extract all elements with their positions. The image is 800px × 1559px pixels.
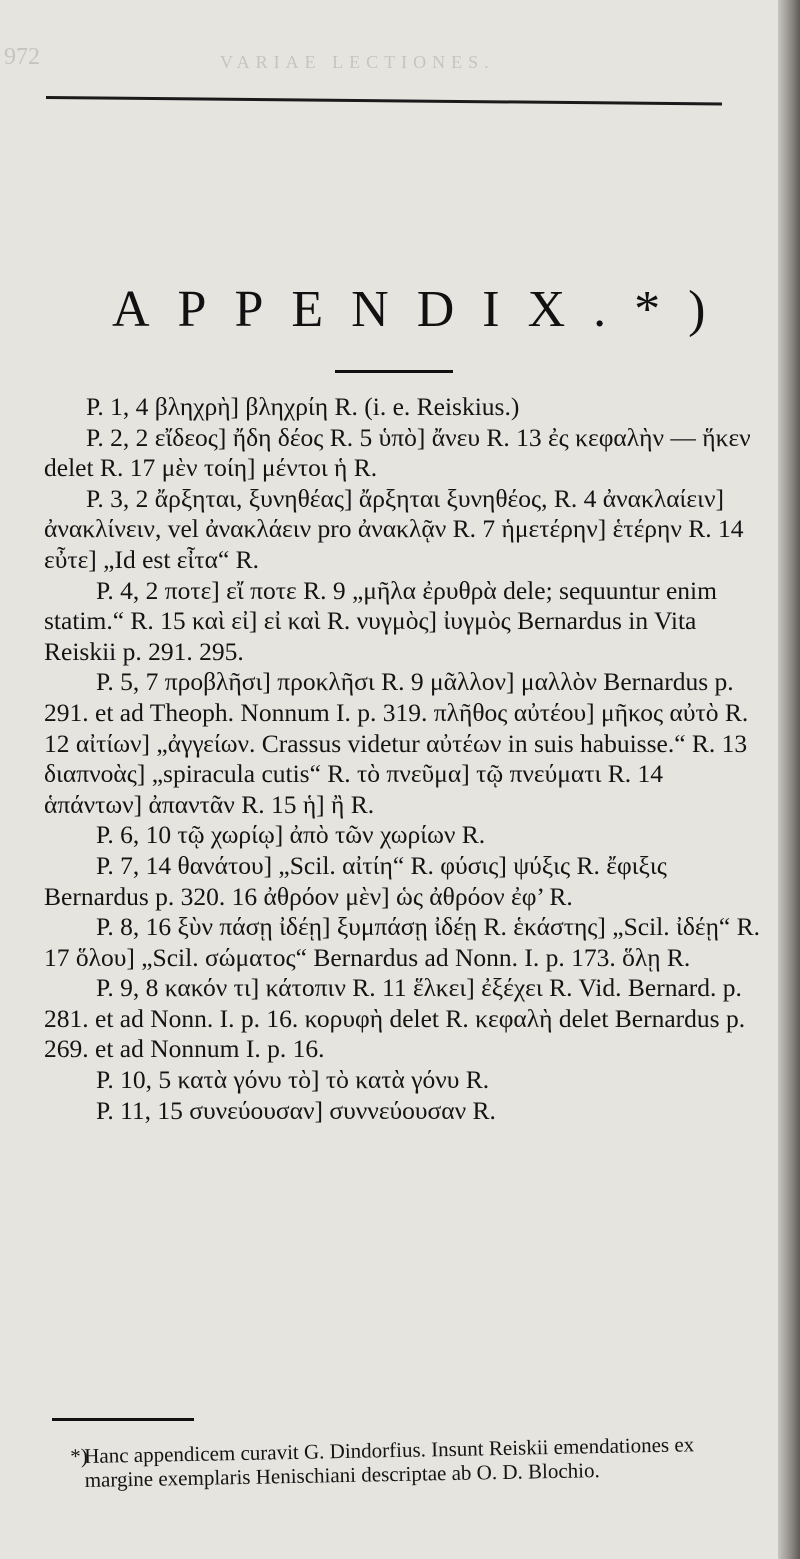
- header-rule: [46, 96, 722, 105]
- footnote-text: Hanc appendicem curavit G. Dindorfius. Insunt Reiskii emendationes ex margine exemplaris Henischiani descriptae ab O. D. Blochio.: [84, 1432, 695, 1492]
- footnote: [70, 1431, 755, 1492]
- footnote-mark: *): [70, 1443, 88, 1469]
- appendix-entry: P. 4, 2 ποτε] εἴ ποτε R. 9 „μῆλα ἐρυθρὰ dele; sequuntur enim statim.“ R. 15 καὶ εἰ] εἰ καὶ R. νυγμὸς] ἰυγμὸς Bernardus in Vita Reiskii p. 291. 295.: [44, 575, 717, 666]
- appendix-title: APPENDIX.*): [112, 281, 734, 338]
- appendix-entry: P. 6, 10 τῷ χωρίῳ] ἀπὸ τῶν χωρίων R.: [96, 820, 486, 850]
- appendix-entry: P. 2, 2 εἴδεος] ἤδη δέος R. 5 ὑπὸ] ἄνευ R. 13 ἐς κεφαλὴν — ἥκεν delet R. 17 μὲν τοίη] μέντοι ἡ R.: [44, 422, 751, 483]
- appendix-entry: P. 10, 5 κατὰ γόνυ τὸ] τὸ κατὰ γόνυ R.: [96, 1065, 490, 1095]
- appendix-entry: P. 11, 15 συνεύουσαν] συννεύουσαν R.: [96, 1095, 496, 1125]
- appendix-entry: P. 9, 8 κακόν τι] κάτοπιν R. 11 ἕλκει] ἐξέχει R. Vid. Bernard. p. 281. et ad Nonn. I. p. 16. κορυφὴ delet R. κεφαλὴ delet Bernardus p. 269. et ad Nonnum I. p. 16.: [44, 973, 746, 1064]
- title-rule: [335, 370, 453, 373]
- page-edge: [778, 0, 800, 1559]
- appendix-entry: P. 7, 14 θανάτου] „Scil. αἰτίη“ R. φύσις] ψύξις R. ἔφιξις Bernardus p. 320. 16 ἀθρόον μὲν] ὡς ἀθρόον ἐφ’ R.: [44, 850, 667, 911]
- appendix-entry: P. 5, 7 προβλῆσι] προκλῆσι R. 9 μᾶλλον] μαλλὸν Bernardus p. 291. et ad Theoph. Nonnum I. p. 319. πλῆθος αὐτέου] μῆκος αὐτὸ R. 12 αἰτίων] „ἀγγείων. Crassus videtur αὐτέων in suis habuisse.“ R. 13 διαπνοὰς] „spiracula cutis“ R. τὸ πνεῦμα] τῷ πνεύματι R. 14 ἁπάντων] ἀπαντᾶν R. 15 ἡ] ἢ R.: [44, 667, 749, 819]
- appendix-entry: P. 3, 2 ἄρξηται, ξυνηθέας] ἄρξηται ξυνηθέος, R. 4 ἀνακλαίειν] ἀνακλίνειν, vel ἀνακλάειν pro ἀνακλᾷν R. 7 ἡμετέρην] ἑτέρην R. 14 εὖτε] „Id est εἶτα“ R.: [44, 483, 744, 574]
- page-number: 972: [4, 44, 40, 70]
- running-title: VARIAE LECTIONES.: [220, 52, 495, 72]
- appendix-body: [44, 392, 764, 1126]
- appendix-entry: P. 1, 4 βληχρὴ] βληχρίη R. (i. e. Reiskius.): [86, 392, 520, 421]
- footnote-rule: [52, 1418, 194, 1421]
- appendix-entry: P. 8, 16 ξὺν πάσῃ ἰδέῃ] ξυμπάσῃ ἰδέῃ R. ἑκάστης] „Scil. ἰδέῃ“ R. 17 ὅλου] „Scil. σώματος“ Bernardus ad Nonn. I. p. 173. ὅλῃ R.: [44, 912, 760, 972]
